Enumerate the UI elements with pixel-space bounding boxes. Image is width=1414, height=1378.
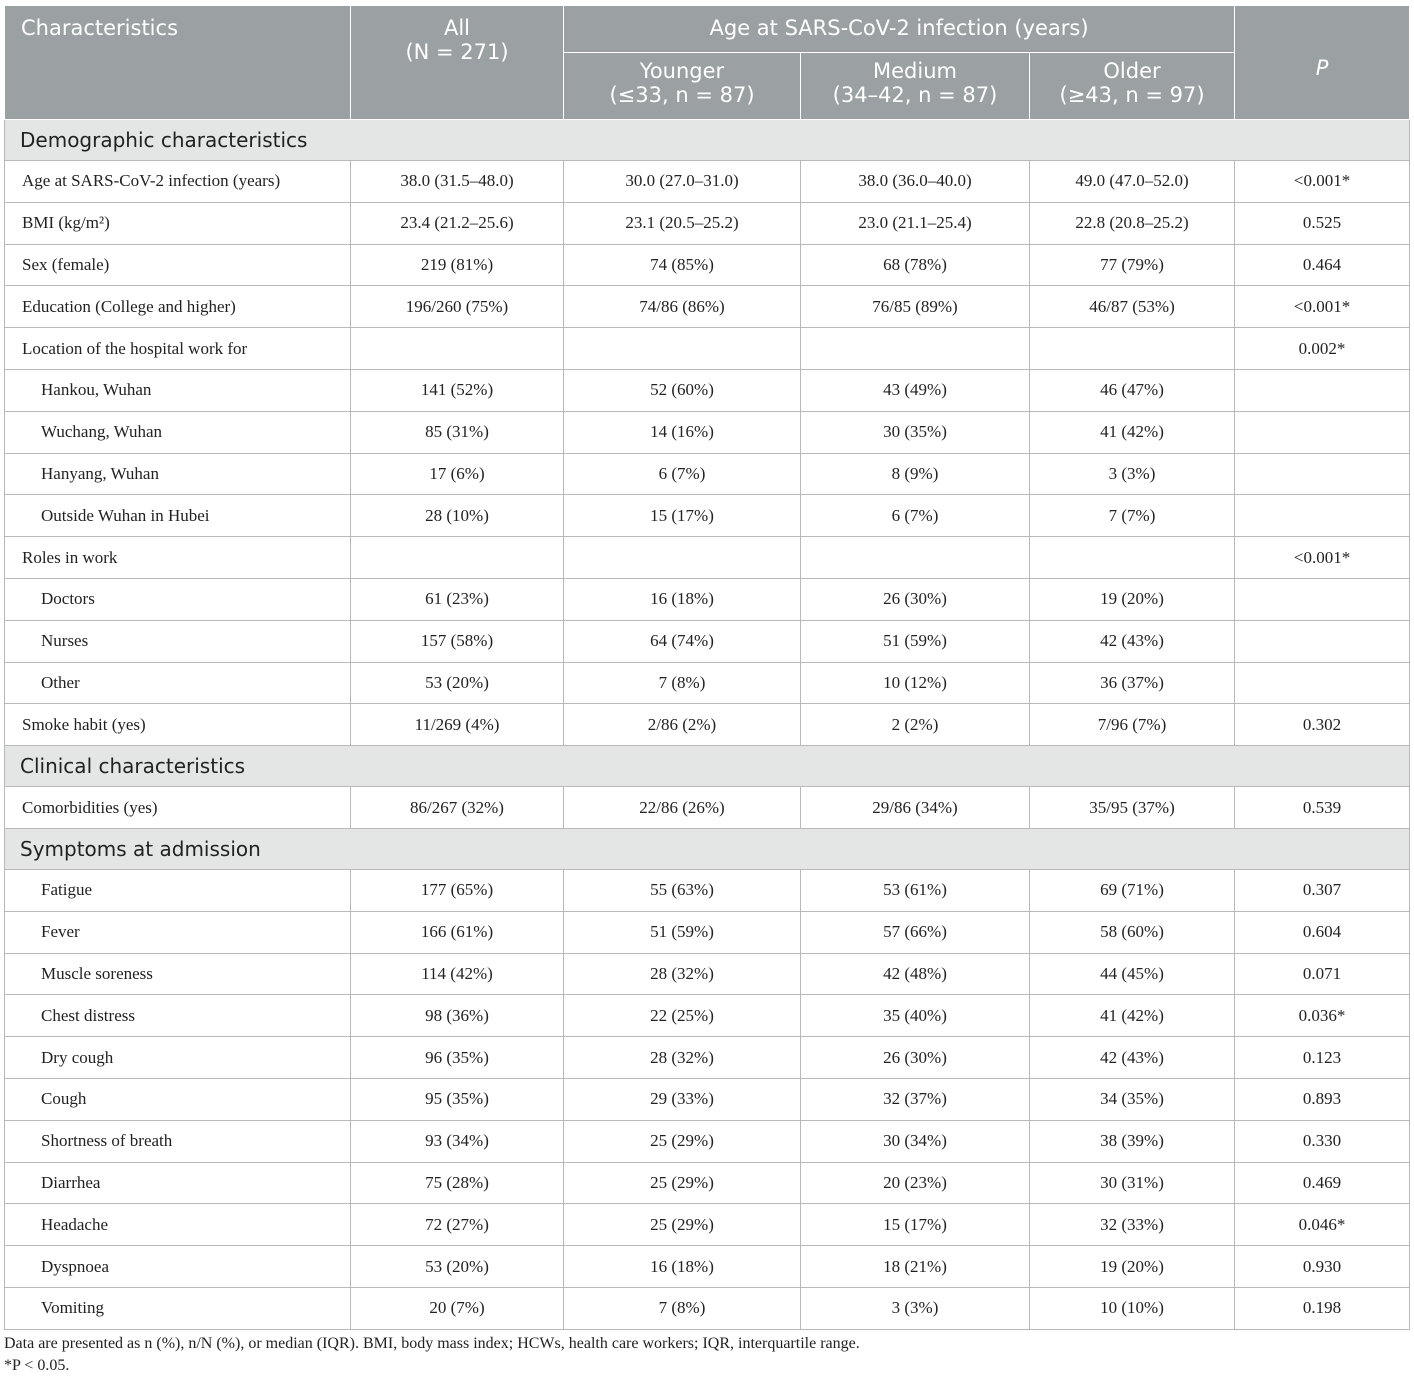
cell-all: 157 (58%) bbox=[351, 620, 564, 662]
cell-younger: 23.1 (20.5–25.2) bbox=[564, 202, 801, 244]
row-label: Dyspnoea bbox=[5, 1246, 351, 1288]
cell-all: 38.0 (31.5–48.0) bbox=[351, 161, 564, 203]
cell-older: 49.0 (47.0–52.0) bbox=[1030, 161, 1235, 203]
cell-younger: 28 (32%) bbox=[564, 1037, 801, 1079]
table-row bbox=[5, 578, 1410, 620]
header-older-sub: (≥43, n = 97) bbox=[1059, 83, 1205, 107]
cell-all: 28 (10%) bbox=[351, 495, 564, 537]
cell-older bbox=[1030, 537, 1235, 579]
cell-medium: 10 (12%) bbox=[801, 662, 1030, 704]
table-row bbox=[5, 662, 1410, 704]
row-label: Smoke habit (yes) bbox=[5, 704, 351, 746]
cell-medium: 29/86 (34%) bbox=[801, 787, 1030, 829]
cell-medium: 30 (35%) bbox=[801, 411, 1030, 453]
header-all bbox=[351, 6, 564, 120]
table-row bbox=[5, 495, 1410, 537]
cell-medium: 57 (66%) bbox=[801, 911, 1030, 953]
cell-medium bbox=[801, 328, 1030, 370]
header-characteristics: Characteristics bbox=[5, 6, 351, 120]
cell-older: 3 (3%) bbox=[1030, 453, 1235, 495]
row-label: Fatigue bbox=[5, 869, 351, 911]
section-row bbox=[5, 828, 1410, 869]
cell-p bbox=[1235, 411, 1410, 453]
cell-p: <0.001* bbox=[1235, 537, 1410, 579]
cell-all: 98 (36%) bbox=[351, 995, 564, 1037]
cell-older: 10 (10%) bbox=[1030, 1287, 1235, 1329]
table-row bbox=[5, 1120, 1410, 1162]
cell-medium: 30 (34%) bbox=[801, 1120, 1030, 1162]
cell-older: 58 (60%) bbox=[1030, 911, 1235, 953]
table-row bbox=[5, 995, 1410, 1037]
cell-younger: 74 (85%) bbox=[564, 244, 801, 286]
cell-all: 85 (31%) bbox=[351, 411, 564, 453]
section-heading: Demographic characteristics bbox=[5, 120, 1410, 161]
cell-p: <0.001* bbox=[1235, 161, 1410, 203]
cell-all: 53 (20%) bbox=[351, 1246, 564, 1288]
cell-younger: 25 (29%) bbox=[564, 1120, 801, 1162]
footnote-line-2: *P < 0.05. bbox=[4, 1357, 70, 1374]
cell-all: 95 (35%) bbox=[351, 1078, 564, 1120]
cell-medium bbox=[801, 537, 1030, 579]
cell-all: 11/269 (4%) bbox=[351, 704, 564, 746]
table-row bbox=[5, 1246, 1410, 1288]
table-row bbox=[5, 369, 1410, 411]
cell-p: 0.198 bbox=[1235, 1287, 1410, 1329]
cell-medium: 2 (2%) bbox=[801, 704, 1030, 746]
cell-medium: 8 (9%) bbox=[801, 453, 1030, 495]
cell-p: 0.036* bbox=[1235, 995, 1410, 1037]
header-older bbox=[1030, 53, 1235, 120]
cell-medium: 3 (3%) bbox=[801, 1287, 1030, 1329]
header-younger bbox=[564, 53, 801, 120]
cell-p: 0.071 bbox=[1235, 953, 1410, 995]
cell-medium: 18 (21%) bbox=[801, 1246, 1030, 1288]
header-medium-title: Medium bbox=[873, 59, 957, 83]
cell-older: 46 (47%) bbox=[1030, 369, 1235, 411]
cell-all: 141 (52%) bbox=[351, 369, 564, 411]
header-all-title: All bbox=[443, 16, 471, 40]
cell-older: 44 (45%) bbox=[1030, 953, 1235, 995]
table-row bbox=[5, 1204, 1410, 1246]
row-label: Doctors bbox=[5, 578, 351, 620]
header-all-count: (N = 271) bbox=[405, 40, 509, 64]
cell-older: 69 (71%) bbox=[1030, 869, 1235, 911]
cell-all: 23.4 (21.2–25.6) bbox=[351, 202, 564, 244]
cell-younger: 16 (18%) bbox=[564, 578, 801, 620]
row-label: Fever bbox=[5, 911, 351, 953]
cell-medium: 38.0 (36.0–40.0) bbox=[801, 161, 1030, 203]
cell-older: 42 (43%) bbox=[1030, 620, 1235, 662]
row-label: Diarrhea bbox=[5, 1162, 351, 1204]
cell-younger: 7 (8%) bbox=[564, 662, 801, 704]
row-label: Age at SARS-CoV-2 infection (years) bbox=[5, 161, 351, 203]
table-row bbox=[5, 787, 1410, 829]
cell-all: 86/267 (32%) bbox=[351, 787, 564, 829]
cell-older: 34 (35%) bbox=[1030, 1078, 1235, 1120]
cell-older: 7 (7%) bbox=[1030, 495, 1235, 537]
cell-p: 0.539 bbox=[1235, 787, 1410, 829]
cell-younger: 15 (17%) bbox=[564, 495, 801, 537]
cell-p: 0.123 bbox=[1235, 1037, 1410, 1079]
row-label: Location of the hospital work for bbox=[5, 328, 351, 370]
table-row bbox=[5, 911, 1410, 953]
cell-p: 0.525 bbox=[1235, 202, 1410, 244]
cell-younger: 51 (59%) bbox=[564, 911, 801, 953]
row-label: Sex (female) bbox=[5, 244, 351, 286]
cell-younger: 29 (33%) bbox=[564, 1078, 801, 1120]
cell-younger: 22 (25%) bbox=[564, 995, 801, 1037]
cell-younger: 22/86 (26%) bbox=[564, 787, 801, 829]
table-row bbox=[5, 202, 1410, 244]
row-label: Headache bbox=[5, 1204, 351, 1246]
header-older-title: Older bbox=[1103, 59, 1161, 83]
cell-older: 38 (39%) bbox=[1030, 1120, 1235, 1162]
cell-medium: 26 (30%) bbox=[801, 1037, 1030, 1079]
cell-younger: 52 (60%) bbox=[564, 369, 801, 411]
row-label: Hankou, Wuhan bbox=[5, 369, 351, 411]
table-row bbox=[5, 1037, 1410, 1079]
header-younger-sub: (≤33, n = 87) bbox=[609, 83, 755, 107]
row-label: Roles in work bbox=[5, 537, 351, 579]
cell-all: 53 (20%) bbox=[351, 662, 564, 704]
row-label: Vomiting bbox=[5, 1287, 351, 1329]
table-footnote bbox=[4, 1333, 860, 1377]
cell-all: 93 (34%) bbox=[351, 1120, 564, 1162]
cell-p bbox=[1235, 495, 1410, 537]
cell-all bbox=[351, 328, 564, 370]
cell-p: 0.930 bbox=[1235, 1246, 1410, 1288]
table-row bbox=[5, 537, 1410, 579]
cell-all: 61 (23%) bbox=[351, 578, 564, 620]
table-row bbox=[5, 244, 1410, 286]
row-label: Dry cough bbox=[5, 1037, 351, 1079]
cell-p: 0.330 bbox=[1235, 1120, 1410, 1162]
cell-medium: 43 (49%) bbox=[801, 369, 1030, 411]
table-body bbox=[5, 120, 1410, 1330]
footnote-line-1: Data are presented as n (%), n/N (%), or median (IQR). BMI, body mass index; HCWs, health care workers; IQR, interquartile range. bbox=[4, 1335, 860, 1352]
table-row bbox=[5, 620, 1410, 662]
table-row bbox=[5, 411, 1410, 453]
cell-all: 72 (27%) bbox=[351, 1204, 564, 1246]
row-label: Outside Wuhan in Hubei bbox=[5, 495, 351, 537]
cell-younger: 64 (74%) bbox=[564, 620, 801, 662]
header-age-group: Age at SARS-CoV-2 infection (years) bbox=[564, 6, 1235, 53]
cell-all: 196/260 (75%) bbox=[351, 286, 564, 328]
section-row bbox=[5, 120, 1410, 161]
cell-medium: 23.0 (21.1–25.4) bbox=[801, 202, 1030, 244]
cell-younger: 28 (32%) bbox=[564, 953, 801, 995]
cell-medium: 15 (17%) bbox=[801, 1204, 1030, 1246]
cell-medium: 42 (48%) bbox=[801, 953, 1030, 995]
row-label: Hanyang, Wuhan bbox=[5, 453, 351, 495]
row-label: Other bbox=[5, 662, 351, 704]
table-row bbox=[5, 1287, 1410, 1329]
table-header bbox=[5, 6, 1410, 120]
cell-medium: 20 (23%) bbox=[801, 1162, 1030, 1204]
row-label: Education (College and higher) bbox=[5, 286, 351, 328]
characteristics-table-container bbox=[4, 5, 1409, 1330]
header-younger-title: Younger bbox=[639, 59, 725, 83]
header-medium-sub: (34–42, n = 87) bbox=[832, 83, 998, 107]
cell-all: 166 (61%) bbox=[351, 911, 564, 953]
section-heading: Clinical characteristics bbox=[5, 746, 1410, 787]
table-row bbox=[5, 1078, 1410, 1120]
cell-older: 36 (37%) bbox=[1030, 662, 1235, 704]
cell-older: 19 (20%) bbox=[1030, 578, 1235, 620]
row-label: Wuchang, Wuhan bbox=[5, 411, 351, 453]
row-label: Cough bbox=[5, 1078, 351, 1120]
cell-younger: 55 (63%) bbox=[564, 869, 801, 911]
cell-all: 20 (7%) bbox=[351, 1287, 564, 1329]
cell-medium: 53 (61%) bbox=[801, 869, 1030, 911]
cell-p: 0.307 bbox=[1235, 869, 1410, 911]
row-label: Nurses bbox=[5, 620, 351, 662]
characteristics-table bbox=[4, 5, 1410, 1330]
cell-p bbox=[1235, 662, 1410, 704]
cell-younger: 16 (18%) bbox=[564, 1246, 801, 1288]
cell-younger: 25 (29%) bbox=[564, 1204, 801, 1246]
cell-older: 41 (42%) bbox=[1030, 411, 1235, 453]
cell-all: 96 (35%) bbox=[351, 1037, 564, 1079]
row-label: Muscle soreness bbox=[5, 953, 351, 995]
cell-younger: 74/86 (86%) bbox=[564, 286, 801, 328]
cell-all bbox=[351, 537, 564, 579]
cell-p: <0.001* bbox=[1235, 286, 1410, 328]
cell-p: 0.464 bbox=[1235, 244, 1410, 286]
header-medium bbox=[801, 53, 1030, 120]
cell-all: 17 (6%) bbox=[351, 453, 564, 495]
cell-all: 219 (81%) bbox=[351, 244, 564, 286]
table-row bbox=[5, 453, 1410, 495]
row-label: Comorbidities (yes) bbox=[5, 787, 351, 829]
cell-older: 7/96 (7%) bbox=[1030, 704, 1235, 746]
cell-p: 0.893 bbox=[1235, 1078, 1410, 1120]
cell-medium: 6 (7%) bbox=[801, 495, 1030, 537]
cell-p: 0.302 bbox=[1235, 704, 1410, 746]
cell-older: 42 (43%) bbox=[1030, 1037, 1235, 1079]
cell-younger: 14 (16%) bbox=[564, 411, 801, 453]
table-row bbox=[5, 161, 1410, 203]
cell-older: 77 (79%) bbox=[1030, 244, 1235, 286]
table-row bbox=[5, 869, 1410, 911]
cell-older: 19 (20%) bbox=[1030, 1246, 1235, 1288]
cell-younger: 7 (8%) bbox=[564, 1287, 801, 1329]
section-heading: Symptoms at admission bbox=[5, 828, 1410, 869]
row-label: Chest distress bbox=[5, 995, 351, 1037]
table-row bbox=[5, 704, 1410, 746]
cell-p: 0.002* bbox=[1235, 328, 1410, 370]
cell-p: 0.469 bbox=[1235, 1162, 1410, 1204]
cell-p: 0.604 bbox=[1235, 911, 1410, 953]
header-p-value: P bbox=[1235, 6, 1410, 120]
cell-medium: 26 (30%) bbox=[801, 578, 1030, 620]
cell-younger bbox=[564, 328, 801, 370]
cell-p bbox=[1235, 578, 1410, 620]
cell-older: 41 (42%) bbox=[1030, 995, 1235, 1037]
cell-p: 0.046* bbox=[1235, 1204, 1410, 1246]
cell-younger: 2/86 (2%) bbox=[564, 704, 801, 746]
cell-p bbox=[1235, 369, 1410, 411]
cell-all: 114 (42%) bbox=[351, 953, 564, 995]
row-label: Shortness of breath bbox=[5, 1120, 351, 1162]
table-row bbox=[5, 328, 1410, 370]
cell-younger: 6 (7%) bbox=[564, 453, 801, 495]
cell-older: 22.8 (20.8–25.2) bbox=[1030, 202, 1235, 244]
table-row bbox=[5, 286, 1410, 328]
cell-younger: 30.0 (27.0–31.0) bbox=[564, 161, 801, 203]
cell-medium: 68 (78%) bbox=[801, 244, 1030, 286]
cell-medium: 32 (37%) bbox=[801, 1078, 1030, 1120]
cell-all: 177 (65%) bbox=[351, 869, 564, 911]
cell-older: 46/87 (53%) bbox=[1030, 286, 1235, 328]
table-row bbox=[5, 953, 1410, 995]
cell-medium: 76/85 (89%) bbox=[801, 286, 1030, 328]
cell-older bbox=[1030, 328, 1235, 370]
cell-older: 35/95 (37%) bbox=[1030, 787, 1235, 829]
cell-medium: 51 (59%) bbox=[801, 620, 1030, 662]
cell-p bbox=[1235, 453, 1410, 495]
cell-medium: 35 (40%) bbox=[801, 995, 1030, 1037]
cell-p bbox=[1235, 620, 1410, 662]
section-row bbox=[5, 746, 1410, 787]
cell-older: 30 (31%) bbox=[1030, 1162, 1235, 1204]
row-label: BMI (kg/m²) bbox=[5, 202, 351, 244]
cell-older: 32 (33%) bbox=[1030, 1204, 1235, 1246]
cell-younger: 25 (29%) bbox=[564, 1162, 801, 1204]
cell-all: 75 (28%) bbox=[351, 1162, 564, 1204]
table-row bbox=[5, 1162, 1410, 1204]
cell-younger bbox=[564, 537, 801, 579]
